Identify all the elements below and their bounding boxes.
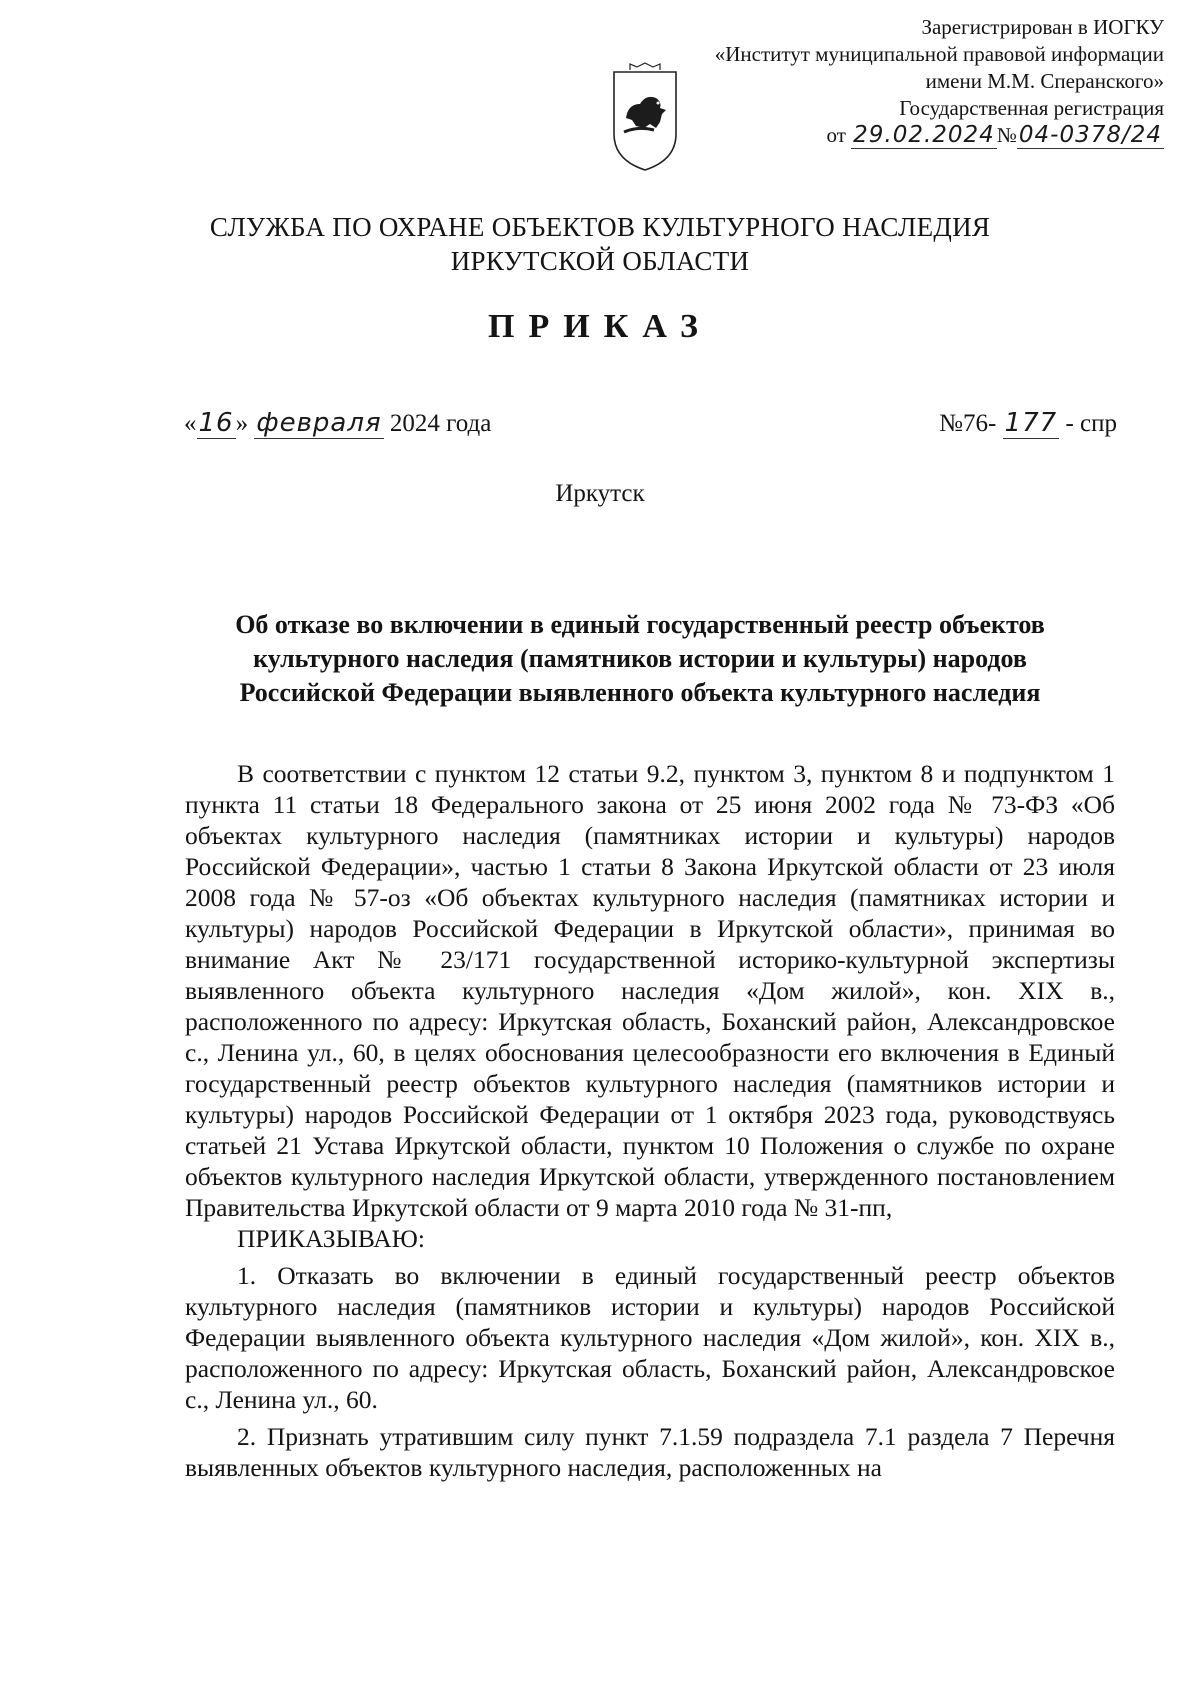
order-number-suffix: - спр: [1065, 410, 1117, 437]
registration-number-label: №: [996, 123, 1017, 147]
order-number: [939, 408, 1117, 438]
subject-line-2: культурного наследия (памятников истории и культуры) народов: [253, 644, 1027, 673]
order-directive-word: ПРИКАЗЫВАЮ:: [237, 1224, 425, 1253]
agency-name-line-2: ИРКУТСКОЙ ОБЛАСТИ: [450, 246, 750, 276]
date-close-quote: »: [235, 410, 249, 437]
document-type-title: ПРИКАЗ: [488, 308, 712, 345]
subject-line-1: Об отказе во включении в единый государственный реестр объектов: [235, 610, 1045, 639]
agency-name: [0, 210, 1200, 278]
registration-line-2: «Институт муниципальной правовой информации: [714, 42, 1164, 66]
coat-of-arms-icon: [610, 62, 680, 174]
agency-name-line-1: СЛУЖБА ПО ОХРАНЕ ОБЪЕКТОВ КУЛЬТУРНОГО НАСЛЕДИЯ: [209, 212, 991, 242]
order-item-2: 2. Признать утратившим силу пункт 7.1.59 подраздела 7.1 раздела 7 Перечня выявленных объектов культурного наследия, расположенных на: [185, 1422, 1115, 1482]
registration-number: 04-0378/24: [1018, 122, 1162, 148]
order-subject: [160, 608, 1120, 710]
order-date: [184, 408, 491, 438]
order-body: [185, 758, 1115, 1483]
registration-stamp: [644, 14, 1164, 149]
registration-date: 29.02.2024: [853, 122, 995, 148]
city-name: Иркутск: [555, 480, 645, 507]
subject-line-3: Российской Федерации выявленного объекта культурного наследия: [239, 678, 1041, 707]
order-number-prefix: №76-: [939, 410, 997, 437]
order-item-1: 1. Отказать во включении в единый государственный реестр объектов культурного наследия (памятников истории и культуры) народов Российской Федерации выявленного объекта культурного наследия «Дом жилой», кон. XIX в., расположенного по адресу: Иркутская область, Боханский район, Александровское с., Ленина ул., 60.: [185, 1261, 1115, 1414]
date-year: 2024 года: [389, 410, 492, 437]
registration-line-4: Государственная регистрация: [899, 96, 1164, 120]
registration-from-label: от: [826, 123, 846, 147]
registration-line-1: Зарегистрирован в ИОГКУ: [921, 15, 1164, 39]
registration-details: [644, 122, 1164, 149]
order-number-value: 177: [1004, 408, 1058, 438]
registration-line-3: имени М.М. Сперанского»: [925, 69, 1164, 93]
date-open-quote: «: [184, 410, 197, 437]
preamble-paragraph: В соответствии с пунктом 12 статьи 9.2, пунктом 3, пунктом 8 и подпунктом 1 пункта 11 статьи 18 Федерального закона от 25 июня 2002 года № 73-ФЗ «Об объектах культурного наследия (памятниках истории и культуры) народов Российской Федерации», частью 1 статьи 8 Закона Иркутской области от 23 июля 2008 года № 57-оз «Об объектах культурного наследия (памятниках истории и культуры) народов Российской Федерации в Иркутской области», принимая во внимание Акт № 23/171 государственной историко-культурной экспертизы выявленного объекта культурного наследия «Дом жилой», кон. XIX в., расположенного по адресу: Иркутская область, Боханский район, Александровское с., Ленина ул., 60, в целях обоснования целесообразности его включения в Единый государственный реестр объектов культурного наследия (памятников истории и культуры) народов Российской Федерации от 1 октября 2023 года, руководствуясь статьей 21 Устава Иркутской области, пунктом 10 Положения о службе по охране объектов культурного наследия Иркутской области, утвержденного постановлением Правительства Иркутской области от 9 марта 2010 года № 31-пп,: [185, 759, 1115, 1222]
date-month: февраля: [256, 408, 382, 438]
date-day: 16: [198, 408, 234, 438]
